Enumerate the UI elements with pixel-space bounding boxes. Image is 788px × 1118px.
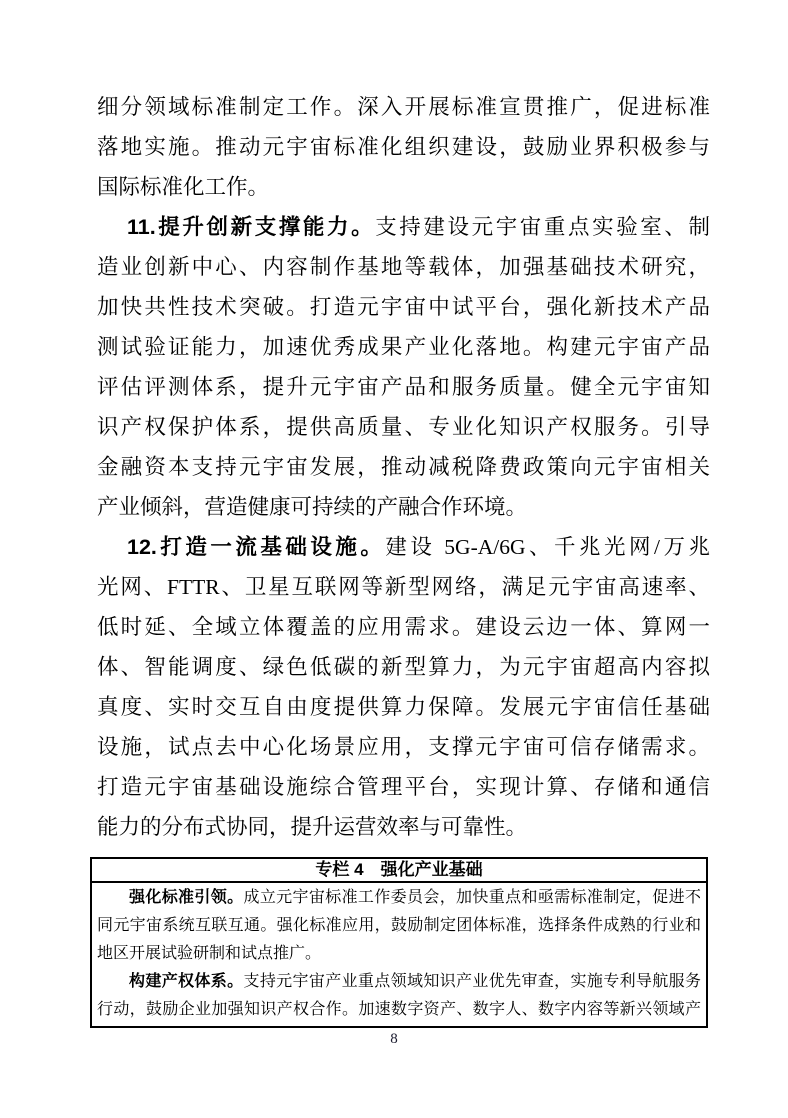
paragraph-11-innovation [97, 207, 710, 527]
paragraph-12-infrastructure [97, 527, 710, 847]
line-text: 同元宇宙系统互联互通。强化标准应用，鼓励制定团体标准，选择条件成熟的行业和 [97, 917, 701, 934]
bold-lead: 12.打造一流基础设施。 [127, 535, 386, 559]
line-text: 金融资本支持元宇宙发展，推动减税降费政策向元宇宙相关 [97, 455, 710, 479]
line-text: 打造元宇宙基础设施综合管理平台，实现计算、存储和通信 [97, 775, 710, 799]
line-text: 设施，试点去中心化场景应用，支撑元宇宙可信存储需求。 [97, 735, 710, 759]
text-line [97, 884, 701, 912]
text-line [97, 207, 710, 247]
line-text: 造业创新中心、内容制作基地等载体，加强基础技术研究， [97, 255, 710, 279]
text-line [97, 127, 710, 167]
line-text: 支持元宇宙产业重点领域知识产业优先审查，实施专利导航服务 [243, 973, 701, 990]
panel-body [92, 883, 706, 1026]
text-line [97, 607, 710, 647]
text-line [97, 767, 710, 807]
text-line [97, 167, 710, 207]
line-text: 地区开展试验研制和试点推广。 [97, 945, 322, 962]
paragraph-standards [97, 87, 710, 207]
line-text: 支持建设元宇宙重点实验室、制 [375, 215, 710, 239]
text-line [97, 647, 710, 687]
text-line [97, 287, 710, 327]
text-line [97, 327, 710, 367]
text-line [97, 407, 710, 447]
line-text: 测试验证能力，加速优秀成果产业化落地。构建元宇宙产品 [97, 335, 710, 359]
text-line [97, 567, 710, 607]
line-text: 国际标准化工作。 [97, 175, 270, 199]
line-text: 能力的分布式协同，提升运营效率与可靠性。 [97, 815, 528, 839]
line-text: 识产权保护体系，提供高质量、专业化知识产权服务。引导 [97, 415, 710, 439]
body-text [97, 87, 710, 847]
text-line [97, 87, 710, 127]
text-line [97, 912, 701, 940]
text-line [97, 996, 701, 1024]
text-line [97, 687, 710, 727]
text-line [97, 807, 710, 847]
text-line [97, 367, 710, 407]
column-panel-4 [90, 857, 708, 1028]
panel-paragraph-ipr [97, 968, 701, 1024]
page-number: 8 [390, 1031, 398, 1047]
line-text: 落地实施。推动元宇宙标准化组织建设，鼓励业界积极参与 [97, 135, 710, 159]
line-text: 细分领域标准制定工作。深入开展标准宣贯推广，促进标准 [97, 95, 710, 119]
panel-title: 专栏 4 强化产业基础 [92, 859, 706, 883]
bold-lead: 构建产权体系。 [129, 973, 244, 990]
text-line [97, 727, 710, 767]
line-text: 建设 5G-A/6G、千兆光网/万兆 [385, 535, 711, 559]
text-line [97, 447, 710, 487]
line-text: 低时延、全域立体覆盖的应用需求。建设云边一体、算网一 [97, 615, 710, 639]
text-line [97, 247, 710, 287]
line-text: 产业倾斜，营造健康可持续的产融合作环境。 [97, 495, 528, 519]
line-text: 体、智能调度、绿色低碳的新型算力，为元宇宙超高内容拟 [97, 655, 710, 679]
line-text: 成立元宇宙标准工作委员会，加快重点和亟需标准制定，促进不 [243, 889, 701, 906]
line-text: 光网、FTTR、卫星互联网等新型网络，满足元宇宙高速率、 [97, 575, 710, 599]
bold-lead: 11.提升创新支撑能力。 [127, 215, 376, 239]
text-line [97, 527, 710, 567]
line-text: 加快共性技术突破。打造元宇宙中试平台，强化新技术产品 [97, 295, 710, 319]
text-line [97, 487, 710, 527]
text-line [97, 940, 701, 968]
bold-lead: 强化标准引领。 [129, 889, 244, 906]
line-text: 真度、实时交互自由度提供算力保障。发展元宇宙信任基础 [97, 695, 710, 719]
panel-paragraph-standards [97, 884, 701, 968]
line-text: 评估评测体系，提升元宇宙产品和服务质量。健全元宇宙知 [97, 375, 710, 399]
line-text: 行动，鼓励企业加强知识产权合作。加速数字资产、数字人、数字内容等新兴领域产 [97, 1001, 701, 1018]
text-line [97, 968, 701, 996]
